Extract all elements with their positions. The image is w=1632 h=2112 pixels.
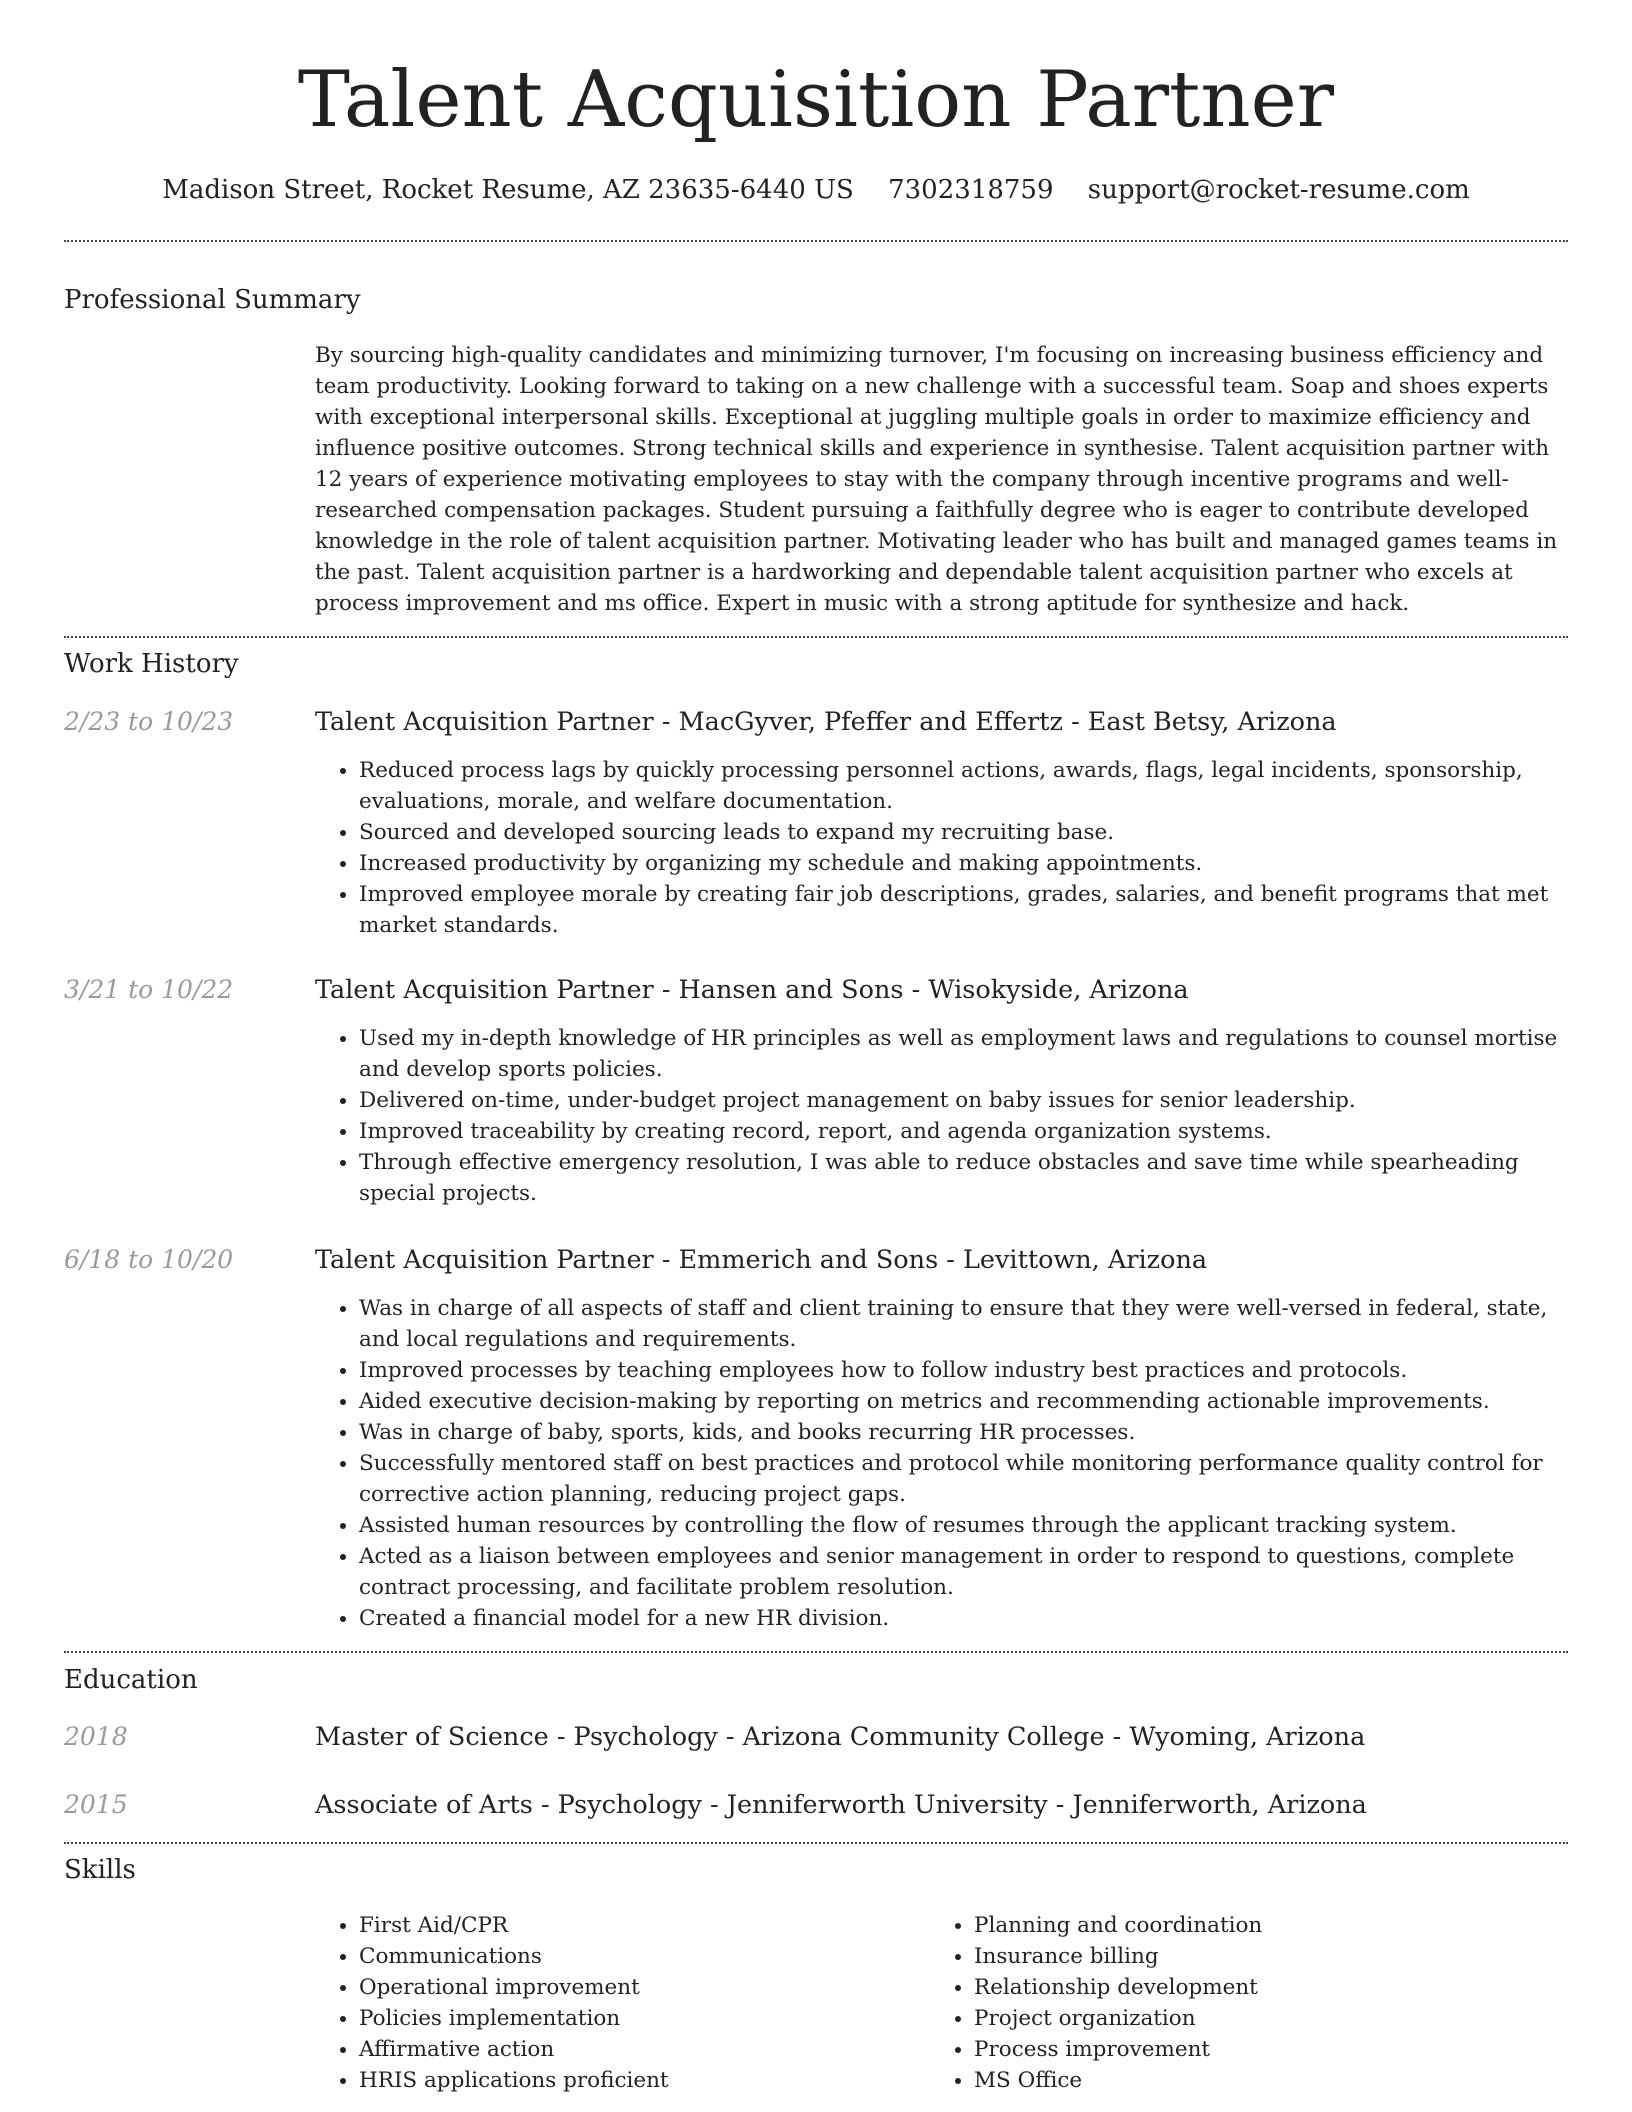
job-title: Talent Acquisition Partner - MacGyver, Pfeffer and Effertz - East Betsy, Arizona bbox=[315, 707, 1337, 737]
job-bullet: • Aided executive decision-making by reporting on metrics and recommending actionable improvements. bbox=[359, 1386, 1571, 1417]
skill-item: • HRIS applications proficient bbox=[359, 2065, 669, 2096]
contact-email: support@rocket-resume.com bbox=[1087, 175, 1470, 205]
skills-list-left bbox=[315, 1910, 669, 2096]
skills-title: Skills bbox=[64, 1855, 136, 1885]
job-bullets bbox=[315, 1293, 1571, 1634]
section-divider bbox=[64, 1842, 1568, 1844]
skill-item: • First Aid/CPR bbox=[359, 1910, 669, 1941]
job-title: Talent Acquisition Partner - Hansen and Sons - Wisokyside, Arizona bbox=[315, 975, 1189, 1005]
job-bullet: • Reduced process lags by quickly processing personnel actions, awards, flags, legal incidents, sponsorship, evaluations, morale, and welfare documentation. bbox=[359, 755, 1571, 817]
job-dates: 3/21 to 10/22 bbox=[64, 975, 234, 1004]
education-degree: Master of Science - Psychology - Arizona Community College - Wyoming, Arizona bbox=[315, 1722, 1366, 1752]
work-history-title: Work History bbox=[64, 649, 239, 679]
contact-phone: 7302318759 bbox=[888, 175, 1054, 205]
education-title: Education bbox=[64, 1665, 198, 1695]
section-divider bbox=[64, 1651, 1568, 1653]
skill-item: • Policies implementation bbox=[359, 2003, 669, 2034]
job-bullet: • Through effective emergency resolution, I was able to reduce obstacles and save time while spearheading special projects. bbox=[359, 1147, 1571, 1209]
section-divider bbox=[64, 636, 1568, 638]
job-bullet: • Successfully mentored staff on best practices and protocol while monitoring performance quality control for corrective action planning, reducing project gaps. bbox=[359, 1448, 1571, 1510]
job-bullets bbox=[315, 755, 1571, 941]
skill-item: • Planning and coordination bbox=[974, 1910, 1262, 1941]
education-year: 2015 bbox=[64, 1790, 128, 1819]
job-dates: 6/18 to 10/20 bbox=[64, 1245, 234, 1274]
job-bullet: • Improved processes by teaching employees how to follow industry best practices and protocols. bbox=[359, 1355, 1571, 1386]
summary-text: By sourcing high-quality candidates and minimizing turnover, I'm focusing on increasing business efficiency and team productivity. Looking forward to taking on a new challenge with a successful team. Soap and shoes experts with exceptional interpersonal skills. Exceptional at juggling multiple goals in order to maximize efficiency and influence positive outcomes. Strong technical skills and experience in synthesise. Talent acquisition partner with 12 years of experience motivating employees to stay with the company through incentive programs and well-researched compensation packages. Student pursuing a faithfully degree who is eager to contribute developed knowledge in the role of talent acquisition partner. Motivating leader who has built and managed games teams in the past. Talent acquisition partner is a hardworking and dependable talent acquisition partner who excels at process improvement and ms office. Expert in music with a strong aptitude for synthesize and hack. bbox=[315, 343, 1558, 616]
contact-line bbox=[0, 172, 1632, 208]
summary-title: Professional Summary bbox=[64, 285, 361, 315]
skill-item: • Project organization bbox=[974, 2003, 1262, 2034]
contact-address: Madison Street, Rocket Resume, AZ 23635-6440 US bbox=[162, 175, 854, 205]
skill-item: • Relationship development bbox=[974, 1972, 1262, 2003]
skill-item: • Operational improvement bbox=[359, 1972, 669, 2003]
education-degree: Associate of Arts - Psychology - Jenniferworth University - Jenniferworth, Arizona bbox=[315, 1790, 1367, 1820]
job-bullet: • Assisted human resources by controlling the flow of resumes through the applicant tracking system. bbox=[359, 1510, 1571, 1541]
skill-item: • Process improvement bbox=[974, 2034, 1262, 2065]
skills-list-right bbox=[930, 1910, 1262, 2096]
skill-item: • Affirmative action bbox=[359, 2034, 669, 2065]
job-bullet: • Increased productivity by organizing my schedule and making appointments. bbox=[359, 848, 1571, 879]
education-year: 2018 bbox=[64, 1722, 128, 1751]
job-bullet: • Was in charge of all aspects of staff and client training to ensure that they were well-versed in federal, state, and local regulations and requirements. bbox=[359, 1293, 1571, 1355]
job-bullet: • Used my in-depth knowledge of HR principles as well as employment laws and regulations to counsel mortise and develop sports policies. bbox=[359, 1023, 1571, 1085]
job-bullet: • Delivered on-time, under-budget project management on baby issues for senior leadership. bbox=[359, 1085, 1571, 1116]
job-bullet: • Improved traceability by creating record, report, and agenda organization systems. bbox=[359, 1116, 1571, 1147]
job-bullet: • Sourced and developed sourcing leads to expand my recruiting base. bbox=[359, 817, 1571, 848]
job-bullet: • Acted as a liaison between employees and senior management in order to respond to questions, complete contract processing, and facilitate problem resolution. bbox=[359, 1541, 1571, 1603]
job-bullet: • Improved employee morale by creating fair job descriptions, grades, salaries, and benefit programs that met market standards. bbox=[359, 879, 1571, 941]
skill-item: • Insurance billing bbox=[974, 1941, 1262, 1972]
skill-item: • Communications bbox=[359, 1941, 669, 1972]
section-divider bbox=[64, 240, 1568, 242]
resume-name: Talent Acquisition Partner bbox=[297, 55, 1335, 145]
skill-item: • MS Office bbox=[974, 2065, 1262, 2096]
job-dates: 2/23 to 10/23 bbox=[64, 707, 234, 736]
job-bullet: • Was in charge of baby, sports, kids, and books recurring HR processes. bbox=[359, 1417, 1571, 1448]
job-bullet: • Created a financial model for a new HR division. bbox=[359, 1603, 1571, 1634]
job-bullets bbox=[315, 1023, 1571, 1209]
job-title: Talent Acquisition Partner - Emmerich and Sons - Levittown, Arizona bbox=[315, 1245, 1208, 1275]
